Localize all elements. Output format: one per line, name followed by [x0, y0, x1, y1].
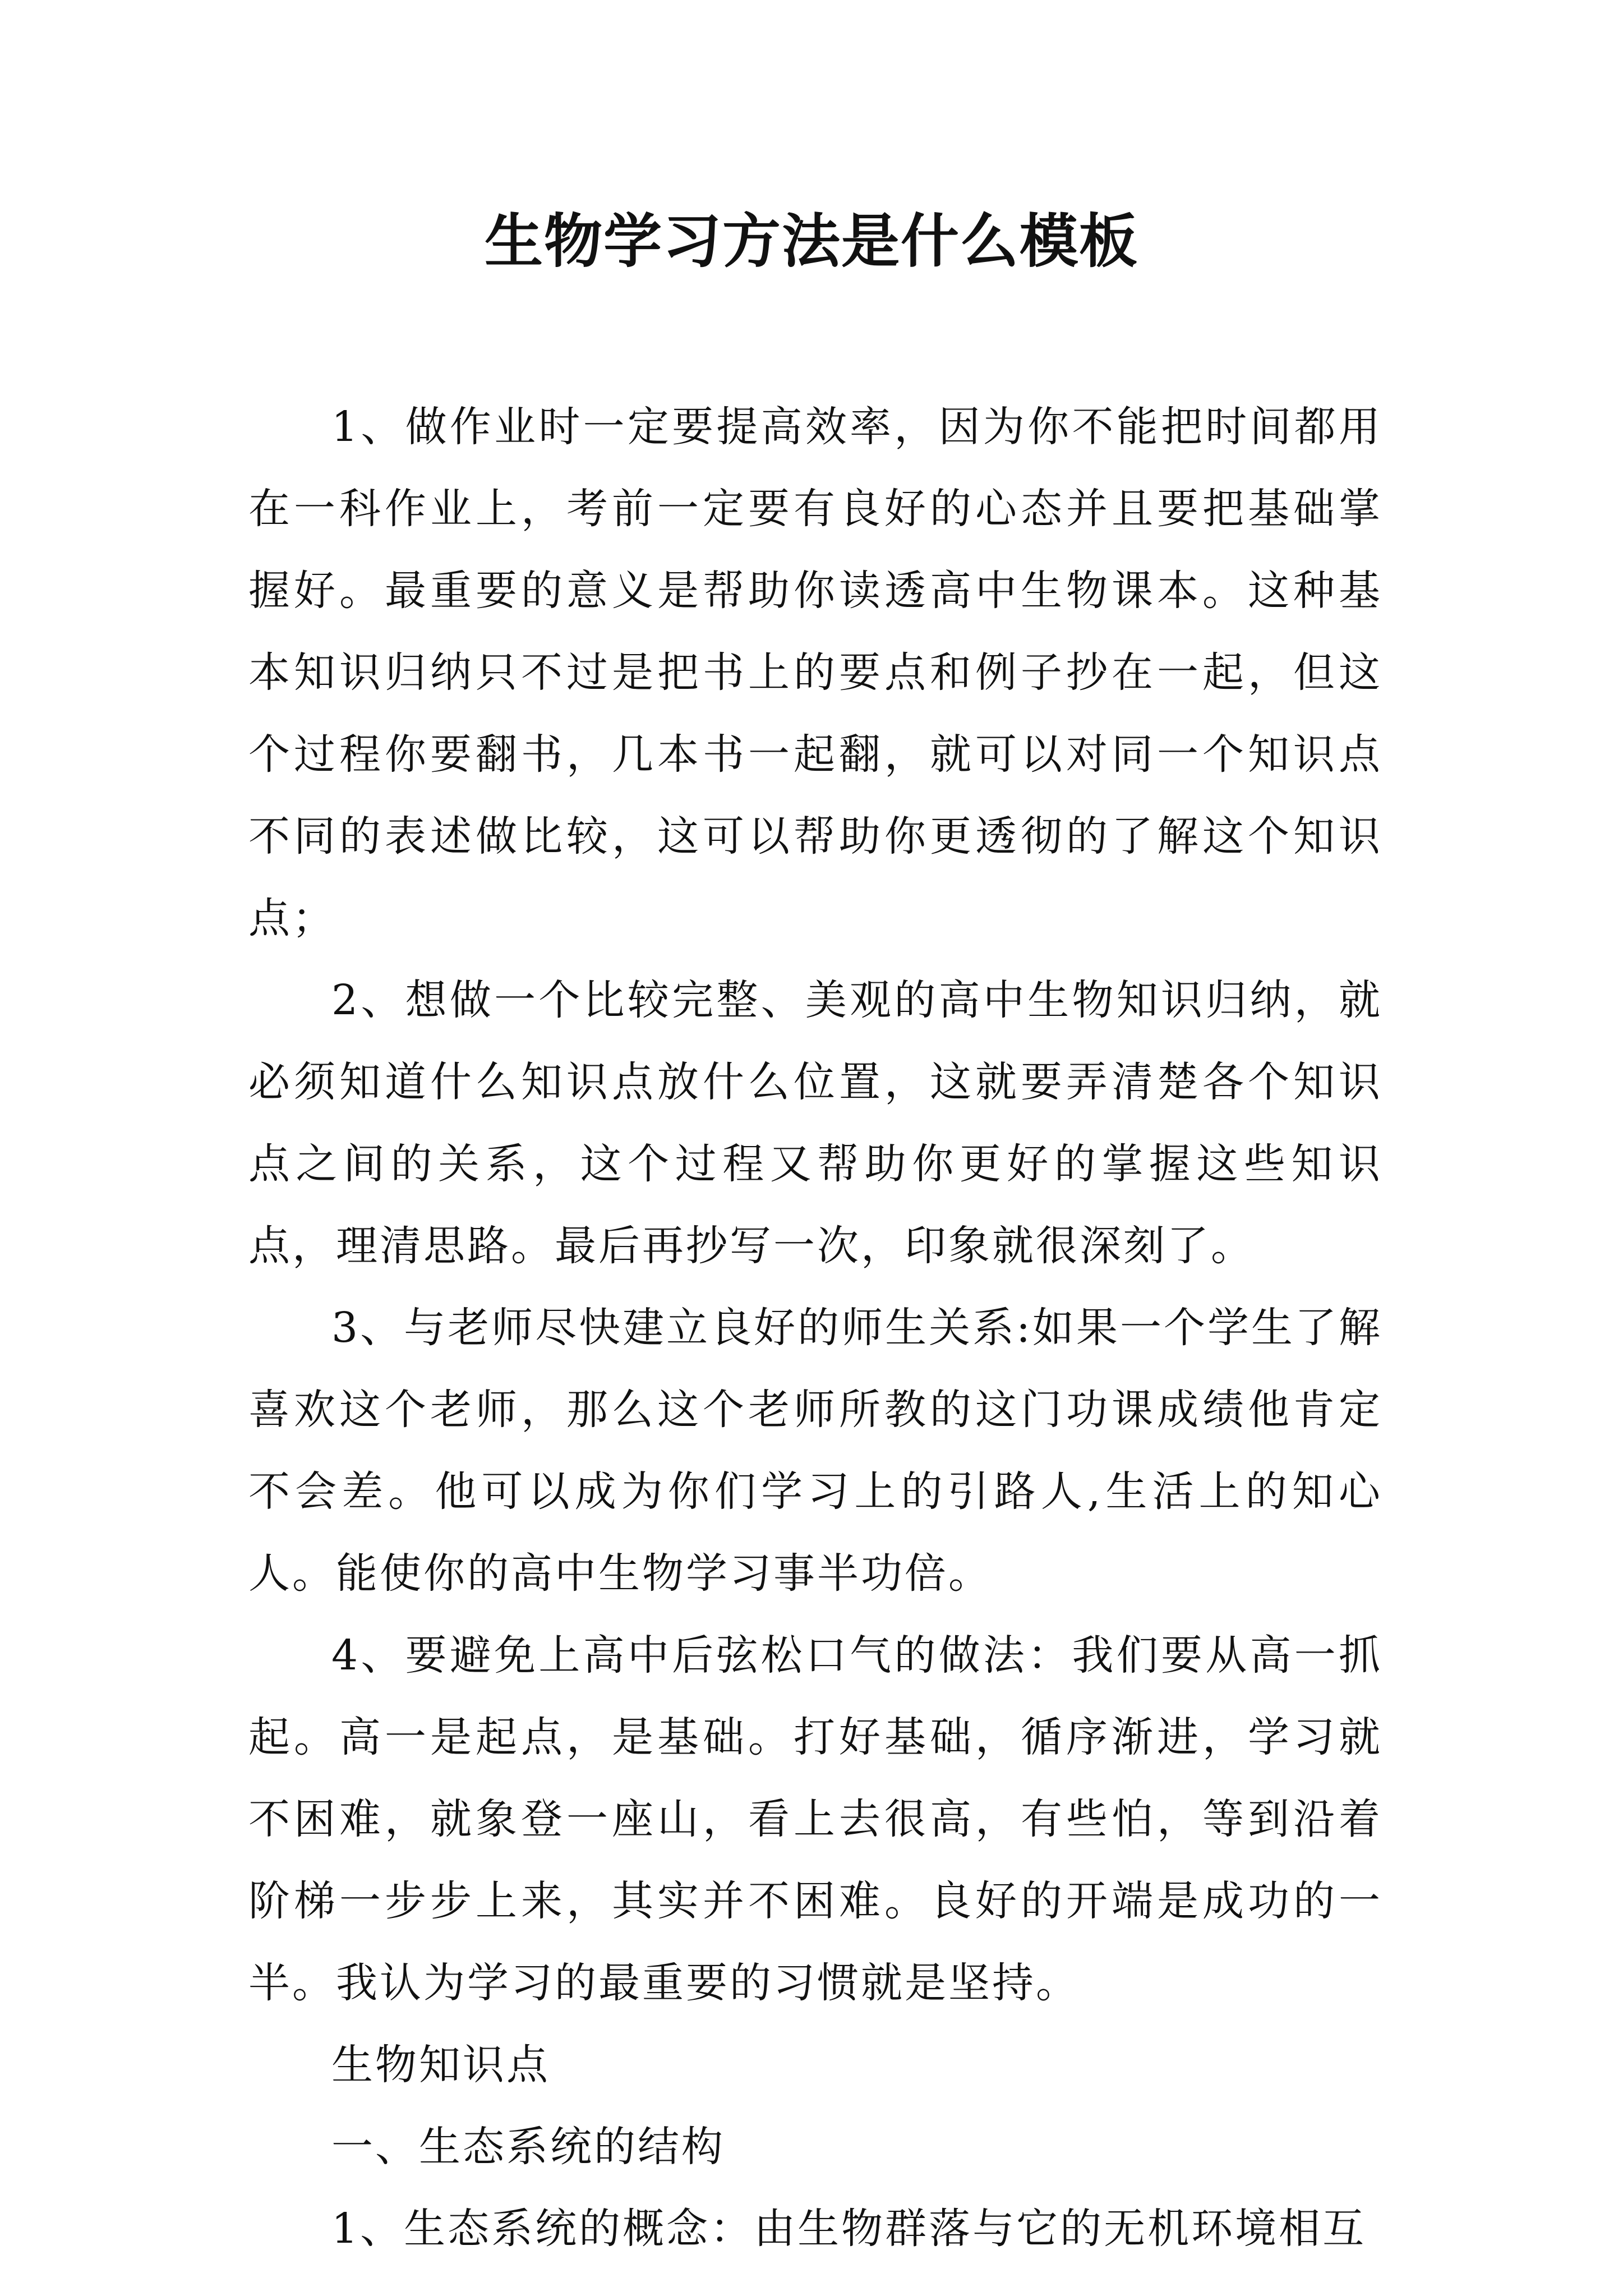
document-title: 生物学习方法是什么模板	[484, 206, 1138, 275]
paragraph-ecosystem-concept: 1、生态系统的概念：由生物群落与它的无机环境相互	[331, 2205, 1367, 2253]
paragraph-teacher-relationship: 3、与老师尽快建立良好的师生关系:如果一个学生了解喜欢这个老师，那么这个老师所教的这门功课成绩他肯定不会差。他可以成为你们学习上的引路人,生活上的知心人。能使你的高中生物学习事半功倍。	[248, 1304, 1383, 1598]
paragraph-start-from-grade-one: 4、要避免上高中后弦松口气的做法：我们要从高一抓起。高一是起点，是基础。打好基础，循序渐进，学习就不困难，就象登一座山，看上去很高，有些怕，等到沿着阶梯一步步上来，其实并不困难。良好的开端是成功的一半。我认为学习的最重要的习惯就是坚持。	[248, 1631, 1382, 2007]
section-heading-knowledge-points: 生物知识点	[331, 2041, 550, 2089]
paragraph-knowledge-summary: 2、想做一个比较完整、美观的高中生物知识归纳，就必须知道什么知识点放什么位置，这就要弄清楚各个知识点之间的关系，这个过程又帮助你更好的掌握这些知识点，理清思路。最后再抄写一次，印象就很深刻了。	[248, 976, 1382, 1270]
section-heading-ecosystem-structure: 一、生态系统的结构	[331, 2123, 725, 2171]
document-body	[248, 386, 1382, 2270]
paragraph-homework-efficiency: 1、做作业时一定要提高效率，因为你不能把时间都用在一科作业上，考前一定要有良好的心态并且要把基础掌握好。最重要的意义是帮助你读透高中生物课本。这种基本知识归纳只不过是把书上的要点和例子抄在一起，但这个过程你要翻书，几本书一起翻，就可以对同一个知识点不同的表述做比较，这可以帮助你更透彻的了解这个知识点；	[248, 403, 1382, 942]
